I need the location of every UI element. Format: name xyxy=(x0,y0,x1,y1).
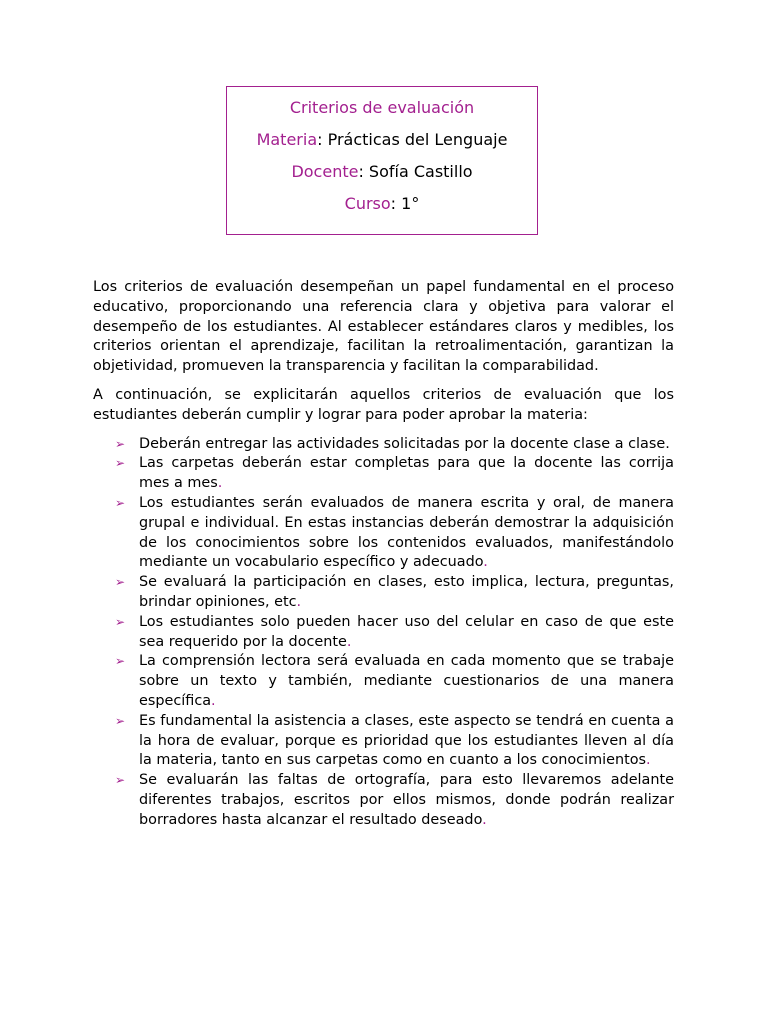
course-label: Curso xyxy=(344,194,391,213)
arrowhead-bullet-icon: ➢ xyxy=(115,436,126,451)
criteria-period: . xyxy=(217,475,223,492)
arrowhead-bullet-icon: ➢ xyxy=(115,773,126,788)
criteria-text: Los estudiantes solo pueden hacer uso del celular en caso de que este sea requerido por la docente xyxy=(139,613,674,650)
criteria-period: . xyxy=(483,554,488,571)
criteria-list-item xyxy=(93,454,674,494)
subject-line xyxy=(227,124,537,156)
criteria-period: . xyxy=(482,811,487,828)
criteria-period: . xyxy=(665,435,670,452)
subject-label: Materia xyxy=(256,130,318,149)
criteria-list-item xyxy=(93,613,674,653)
criteria-list-item xyxy=(93,652,674,711)
criteria-list-item xyxy=(93,435,674,455)
criteria-period: . xyxy=(296,593,302,610)
criteria-text: Se evaluarán las faltas de ortografía, para esto llevaremos adelante diferentes trabajos, escritos por ellos mismos, donde podrán realizar borradores hasta alcanzar el resultado deseado xyxy=(139,772,674,828)
criteria-list-item xyxy=(93,573,674,613)
course-line xyxy=(227,188,537,220)
criteria-list-item xyxy=(93,712,674,771)
criteria-text: Se evaluará la participación en clases, esto implica, lectura, preguntas, brindar opiniones, etc xyxy=(139,574,674,610)
criteria-text: Las carpetas deberán estar completas para que la docente las corrija mes a mes xyxy=(139,455,674,492)
teacher-value: : Sofía Castillo xyxy=(358,162,473,181)
criteria-list-item xyxy=(93,771,674,830)
criteria-period: . xyxy=(211,692,216,709)
teacher-label: Docente xyxy=(291,162,359,181)
criteria-text: Los estudiantes serán evaluados de manera escrita y oral, de manera grupal e individual. En estas instancias deberán demostrar la adquisición de los conocimientos sobre los contenidos evaluados, manifestándolo mediante un vocabulario específico y adecuado xyxy=(139,494,674,571)
arrowhead-bullet-icon: ➢ xyxy=(115,614,126,629)
arrowhead-bullet-icon: ➢ xyxy=(115,713,126,728)
criteria-period: . xyxy=(346,633,352,650)
course-value: : 1° xyxy=(390,194,420,213)
subject-value: : Prácticas del Lenguaje xyxy=(317,130,508,149)
arrowhead-bullet-icon: ➢ xyxy=(115,495,126,510)
criteria-list xyxy=(93,435,674,831)
criteria-list-item xyxy=(93,494,674,573)
criteria-period: . xyxy=(646,752,651,769)
criteria-text: Deberán entregar las actividades solicitadas por la docente clase a clase xyxy=(139,435,666,452)
criteria-lead-paragraph: A continuación, se explicitarán aquellos criterios de evaluación que los estudiantes deberán cumplir y lograr para poder aprobar la materia: xyxy=(93,386,674,423)
teacher-line xyxy=(227,156,537,188)
criteria-text: Es fundamental la asistencia a clases, este aspecto se tendrá en cuenta a la hora de evaluar, porque es prioridad que los estudiantes lleven al día la materia, tanto en sus carpetas como en cuanto a los conocimientos xyxy=(139,712,674,769)
criteria-text: La comprensión lectora será evaluada en cada momento que se trabaje sobre un texto y también, mediante cuestionarios de una manera específica xyxy=(139,653,674,709)
header-box xyxy=(226,86,538,235)
arrowhead-bullet-icon: ➢ xyxy=(115,575,126,590)
document-title: Criterios de evaluación xyxy=(289,98,475,117)
document-body xyxy=(93,278,674,831)
intro-paragraph: Los criterios de evaluación desempeñan un papel fundamental en el proceso educativo, proporcionando una referencia clara y objetiva para valorar el desempeño de los estudiantes. Al establecer estándares claros y medibles, los criterios orientan el aprendizaje, facilitan la retroalimentación, garantizan la objetividad, promueven la transparencia y facilitan la comparabilidad. xyxy=(93,279,674,375)
arrowhead-bullet-icon: ➢ xyxy=(115,456,126,471)
arrowhead-bullet-icon: ➢ xyxy=(115,654,126,669)
